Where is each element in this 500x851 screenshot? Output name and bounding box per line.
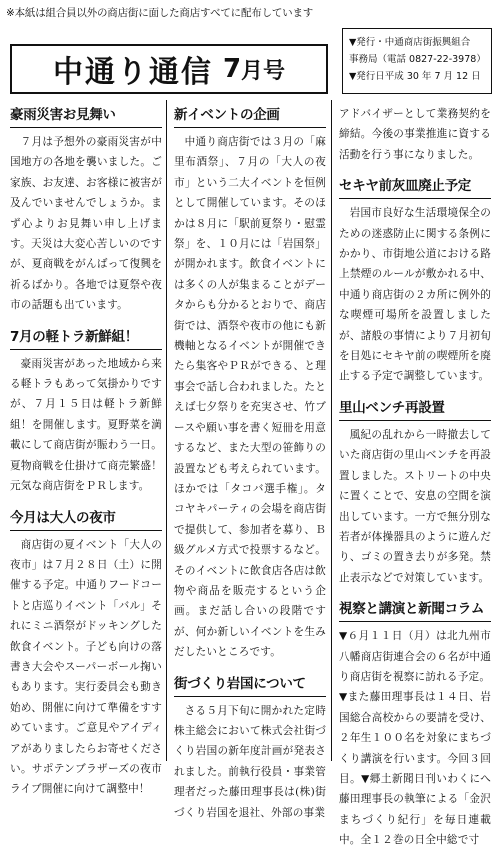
article-heading: 街づくり岩国について [174,673,326,697]
article-ashtray [339,175,491,387]
publisher-info [342,28,492,94]
article-body: 風紀の乱れから一時撤去していた商店街の里山ベンチを再設置しました。ストリートの中央に置くことで、安息の空間を演出しています。一方で無分別な若者が体操器具のように遊んだり、ゴミの置き去りが多発。禁止表示などで対策しています。 [339,428,491,584]
article-body: ▼６月１１日（月）は北九州市八幡商店街連合会の６名が中通り商店街を視察に訪れる予定。 [339,630,491,683]
article-body: 商店街の夏イベント「大人の夜市」は７月２８日（土）に開催する予定。中通りフードコートと店巡りイベント「バル」それにミニ酒祭がドッキングした飲食イベント。子ども向けの落書き大会やスーパーボール掬いもあります。実行委員会も動き始め、開催に向けて準備をすすめています。ご意見やアイディアがありましたらお寄せください。サポテンブラザーズの夜市ライブ開催に向けて調整中！ [10,538,162,796]
article-machizukuri [174,673,326,823]
article-body: 岩国市良好な生活環境保全のための迷惑防止に関する条例にかかり、市街地公道における路上禁煙のルールが敷かれる中、中通り商店街の２カ所に例外的な喫煙可場所を設置しましたが、諸般の事情により７月初旬を目処にセキヤ前の喫煙所を廃止する予定で調整しています。 [339,207,491,383]
column-3 [339,104,491,847]
article-bench [339,397,491,588]
article-heading: 視察と講演と新聞コラム [339,598,491,622]
article-heading: 里山ベンチ再設置 [339,397,491,421]
office-phone: 事務局（電話 0827-22-3978） [349,54,486,65]
issue-date: ▼発行日平成 30 年 7 月 12 日 [349,71,481,82]
distribution-notice: ※本紙は組合員以外の商店街に面した商店すべてに配布しています [6,7,314,19]
article-inspection [339,598,491,850]
article-body: ７月は予想外の豪雨災害が中国地方の各地を襲いました。ご家族、お友達、お客様に被害が及んでいませんでしょうか。まず心よりお見舞い申し上げます。天災は大変心苦しいのですが、夏商戦をがんばって復興を祈るばかり。各地では夏祭や夜市の話題も出ています。 [10,136,162,312]
article-kei-truck [10,326,162,497]
article-body: アドバイザーとして業務契約を締結。今後の事業推進に資する活動を行う事になりました。 [339,108,491,161]
article-night-market [10,507,162,800]
article-heading: 豪雨災害お見舞い [10,104,162,128]
column-divider [331,100,332,761]
article-continuation [339,104,491,165]
issue-month: 月号 [241,58,286,84]
article-body: ▼また藤田理事長は１４日、岩国総合高校からの要請を受け、２年生１００名を対象にまちづくり講演を行います。今回３回目。▼郷土新聞日刊いわくにへ藤田理事長の執筆による「金沢まちづくり紀行」を毎日連載中。全１２巻の日全中総で寸 [339,691,491,847]
article-disaster [10,104,162,316]
article-heading: 7月の軽トラ新鮮組！ [10,326,162,350]
article-heading: セキヤ前灰皿廃止予定 [339,175,491,199]
article-heading: 新イベントの企画 [174,104,326,128]
column-2 [174,104,326,819]
article-body: 豪雨災害があった地域から来る軽トラもあって気掛かりですが、７月１５日は軽トラ新鮮組！を開催します。夏野菜を満載にして商店街が賑わう一日。夏物商戦を仕掛けて商売繁盛！元気な商店街をＰＲします。 [10,357,162,493]
column-divider [166,100,167,761]
article-new-events [174,104,326,663]
publisher-line: ▼発行・中通商店街振興組合 [349,37,471,48]
issue-number: 7 [222,54,242,84]
masthead [10,44,328,94]
article-heading: 今月は大人の夜市 [10,507,162,531]
newsletter-title: 中通り通信 [52,55,213,90]
article-body: さる５月下旬に開かれた定時株主総会において株式会社街づくり岩国の新年度計画が発表されました。前執行役員・事業管理者だった藤田理事長は(株)街づくり岩国を退社、外部の事業 [174,704,326,819]
column-1 [10,104,162,796]
article-body: 中通り商店街では３月の「麻里布酒祭」、７月の「大人の夜市」という二大イベントを恒例として開催しています。そのほかは８月に「駅前夏祭り・慰霊祭」を、１０月には「岩国祭」が開かれます。飲食イベントには多くの人が集まることがデータからも分かるとおりで、商店街では、酒祭や夜市の他にも新機軸となるイベントが開催できたら集客やＰＲができる、と理事会で話し合われました。たとえば七夕祭りを充実させ、竹ブースや願い事を書く短冊を用意するなど、また大型の笹飾りの設置なども考えられています。ほかでは「タコバ選手権」。タコヤキパーティの会場を商店街で提供して、参加者を募り、Ｂ級グルメ方式で投票するなど。そのイベントに飲食店各店は飲物や商品を販売するという企画。まだ話し合いの段階ですが、何か新しいイベントを生みだしたいところです。 [174,136,326,659]
